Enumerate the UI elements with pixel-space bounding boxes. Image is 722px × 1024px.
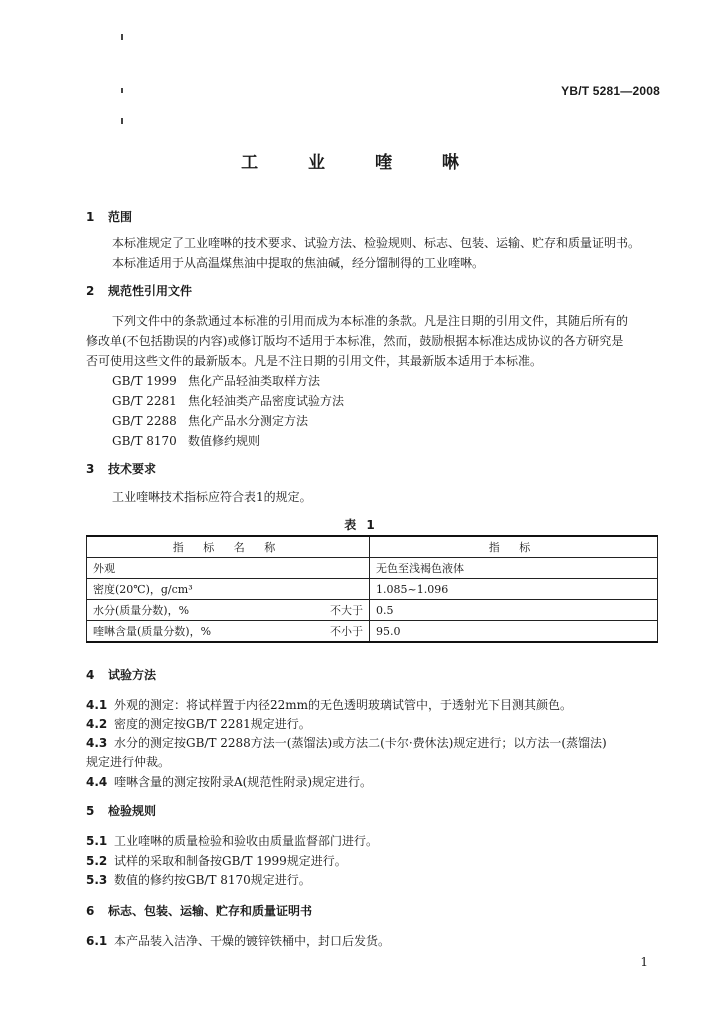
section-6-heading [86,902,312,919]
indicator-name: 密度(20℃)，g/cm³ [93,583,193,596]
reference-item [112,432,260,449]
section-4-heading [86,666,156,683]
reference-name: 焦化产品轻油类取样方法 [188,374,321,388]
section-2-para-line: 下列文件中的条款通过本标准的引用而成为本标准的条款。凡是注日期的引用文件，其随后所有的 [112,314,629,328]
section-title: 规范性引用文件 [108,284,193,298]
clause-text: 水分的测定按GB/T 2288方法一(蒸馏法)或方法二(卡尔·费休法)规定进行；以方法一(蒸馏法) [114,736,607,750]
spec-table [86,535,658,643]
page-number: 1 [640,955,648,969]
clause-6-1 [86,932,390,949]
clause-text: 密度的测定按GB/T 2281规定进行。 [114,717,311,731]
section-1-para-2: 本标准适用于从高温煤焦油中提取的焦油碱，经分馏制得的工业喹啉。 [112,256,485,270]
clause-5-1 [86,832,378,849]
scan-mark [121,118,123,124]
indicator-name: 水分(质量分数)，% [93,604,190,617]
clause-4-4 [86,773,372,790]
clause-4-1 [86,696,572,713]
table-row [87,621,658,643]
reference-name: 焦化轻油类产品密度试验方法 [188,394,345,408]
section-number: 2 [86,284,95,298]
clause-4-3 [86,734,607,751]
scan-mark [121,88,123,93]
reference-name: 数值修约规则 [188,434,261,448]
indicator-name: 喹啉含量(质量分数)，% [93,625,212,638]
section-3-heading [86,460,156,477]
table-caption: 表 1 [344,518,378,532]
section-2-heading [86,282,192,299]
clause-text: 本产品装入洁净、干燥的镀锌铁桶中，封口后发货。 [114,934,391,948]
table-row [87,579,658,600]
clause-text: 喹啉含量的测定按附录A(规范性附录)规定进行。 [114,775,373,789]
reference-code: GB/T 8170 [112,434,177,448]
section-1-para-1: 本标准规定了工业喹啉的技术要求、试验方法、检验规则、标志、包装、运输、贮存和质量证明书。 [112,236,641,250]
clause-text: 数值的修约按GB/T 8170规定进行。 [114,873,311,887]
table-cell-name [87,579,370,600]
section-title: 检验规则 [108,804,157,818]
table-cell-value: 1.085~1.096 [370,579,658,600]
section-2-para-line: 修改单(不包括勘误的内容)或修订版均不适用于本标准，然而，鼓励根据本标准达成协议的各方研究是 [86,334,624,348]
section-title: 技术要求 [108,462,157,476]
reference-item [112,392,344,409]
clause-4-3-continuation: 规定进行仲裁。 [86,755,171,769]
clause-text: 试样的采取和制备按GB/T 1999规定进行。 [114,854,347,868]
reference-code: GB/T 2288 [112,414,177,428]
indicator-condition: 不大于 [330,604,363,617]
section-5-heading [86,802,156,819]
standard-code: YB/T 5281—2008 [561,84,660,98]
scan-mark [121,34,123,40]
clause-number: 5.1 [86,834,108,848]
clause-text: 外观的测定：将试样置于内径22mm的无色透明玻璃试管中，于透射光下目测其颜色。 [114,698,573,712]
section-1-heading [86,208,132,225]
table-header: 指 标 名 称 [87,536,370,558]
section-number: 3 [86,462,95,476]
section-2-para-line: 否可使用这些文件的最新版本。凡是不注日期的引用文件，其最新版本适用于本标准。 [86,354,543,368]
table-header-row [87,536,658,558]
indicator-name: 外观 [93,562,115,575]
table-header: 指 标 [370,536,658,558]
reference-code: GB/T 1999 [112,374,177,388]
clause-number: 4.4 [86,775,108,789]
page-title: 工 业 喹 啉 [241,153,481,173]
clause-number: 4.3 [86,736,108,750]
section-title: 标志、包装、运输、贮存和质量证明书 [108,904,313,918]
reference-name: 焦化产品水分测定方法 [188,414,309,428]
section-title: 试验方法 [108,668,157,682]
table-row [87,600,658,621]
table-row [87,558,658,579]
table-cell-name [87,621,370,643]
table-cell-name [87,600,370,621]
reference-item [112,372,320,389]
section-3-para: 工业喹啉技术指标应符合表1的规定。 [112,490,312,504]
clause-4-2 [86,715,311,732]
clause-number: 4.1 [86,698,108,712]
clause-number: 6.1 [86,934,108,948]
section-number: 1 [86,210,95,224]
reference-code: GB/T 2281 [112,394,177,408]
clause-5-2 [86,852,347,869]
table-cell-value: 95.0 [370,621,658,643]
indicator-condition: 不小于 [330,625,363,638]
table-cell-value: 0.5 [370,600,658,621]
table-cell-value: 无色至浅褐色液体 [370,558,658,579]
clause-number: 4.2 [86,717,108,731]
clause-number: 5.3 [86,873,108,887]
table-cell-name [87,558,370,579]
clause-text: 工业喹啉的质量检验和验收由质量监督部门进行。 [114,834,379,848]
clause-5-3 [86,871,311,888]
section-title: 范围 [108,210,133,224]
section-number: 4 [86,668,95,682]
section-number: 6 [86,904,95,918]
reference-item [112,412,308,429]
section-number: 5 [86,804,95,818]
clause-number: 5.2 [86,854,108,868]
